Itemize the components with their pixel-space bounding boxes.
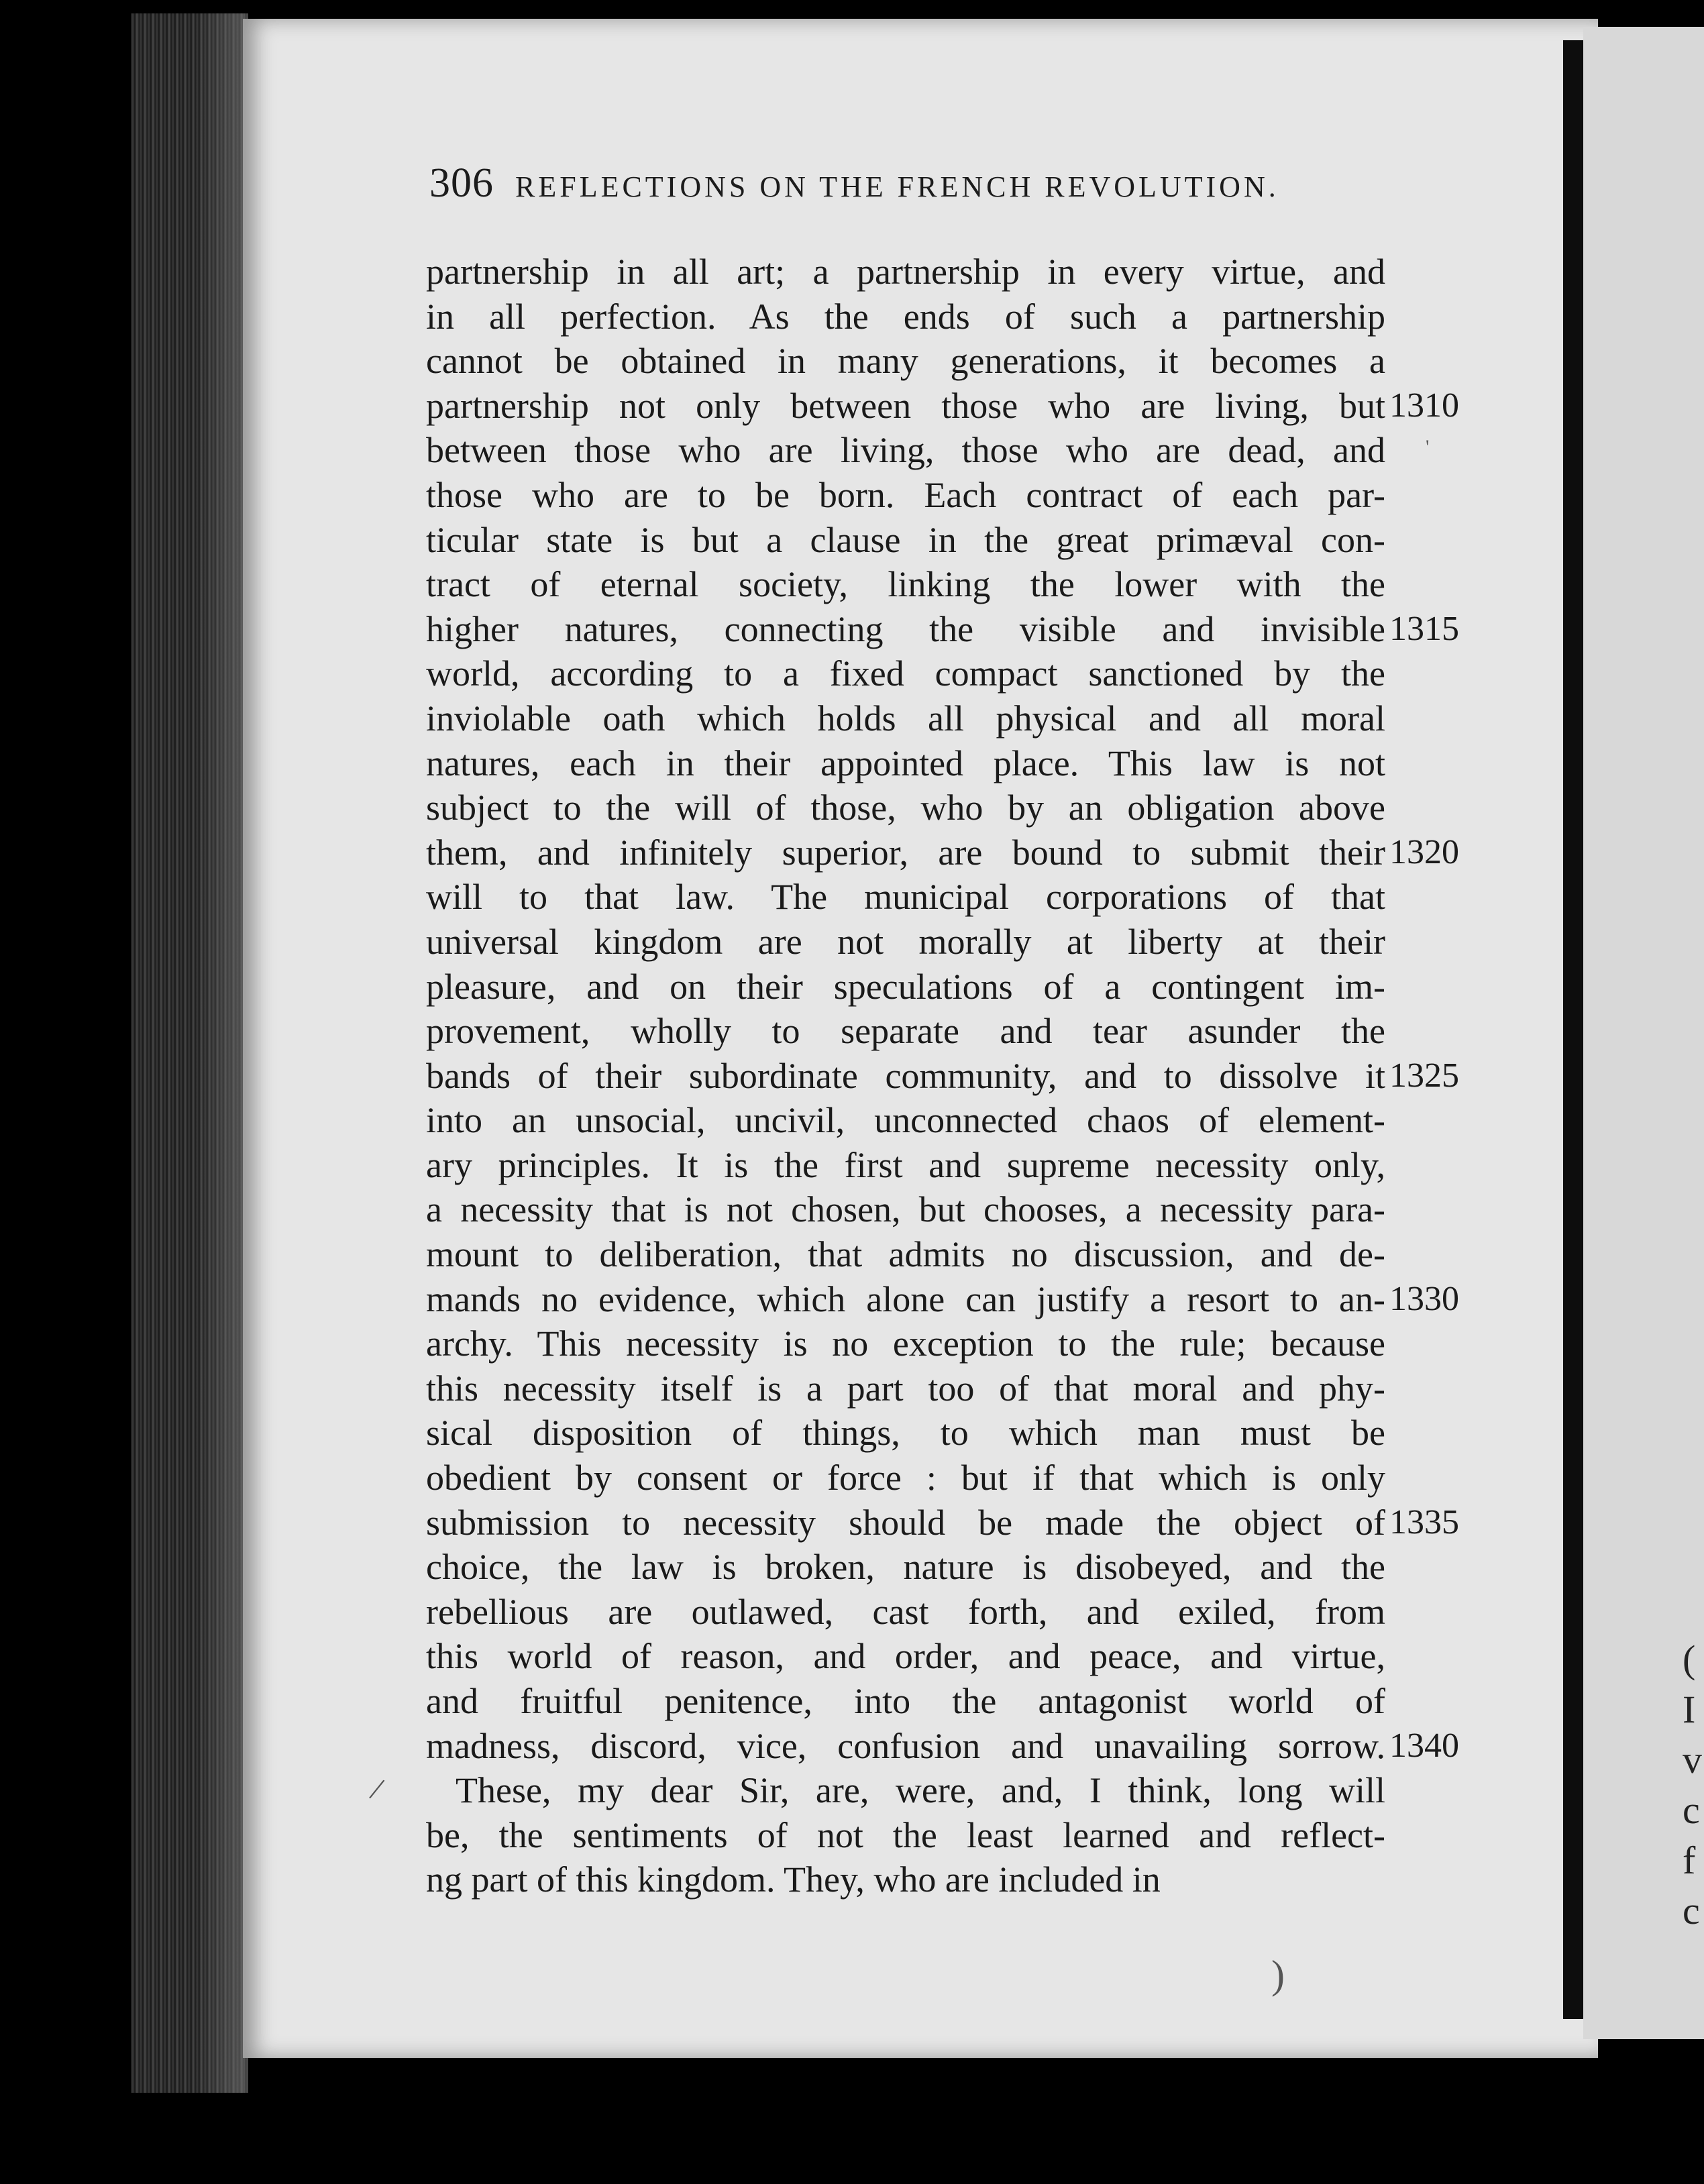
- line-number: 1310: [1389, 386, 1459, 425]
- text-line-content: subject to the will of those, who by an obligation above: [426, 787, 1385, 828]
- line-number: 1335: [1389, 1503, 1459, 1541]
- text-line: [426, 1590, 1385, 1635]
- text-line: [426, 1232, 1385, 1277]
- text-line-content: ng part of this kingdom. They, who are included in: [426, 1859, 1161, 1900]
- text-line-content: universal kingdom are not morally at liberty at their: [426, 921, 1385, 962]
- facing-page: [1583, 27, 1704, 2039]
- text-line-content: in all perfection. As the ends of such a partnership: [426, 296, 1385, 337]
- running-head: [429, 160, 1355, 207]
- text-line-content: mount to deliberation, that admits no discussion, and de-: [426, 1234, 1385, 1275]
- text-line: [426, 1456, 1385, 1500]
- text-line-content: partnership not only between those who are living, but: [426, 385, 1385, 426]
- text-line: [426, 1857, 1385, 1902]
- text-line: [426, 965, 1385, 1009]
- text-line-content: inviolable oath which holds all physical and all moral: [426, 698, 1385, 739]
- page-number: 306: [429, 160, 494, 206]
- text-line: [426, 294, 1385, 339]
- text-line-content: higher natures, connecting the visible and invisible: [426, 608, 1385, 649]
- facing-page-glyph: v: [1683, 1738, 1702, 1782]
- text-line-content: rebellious are outlawed, cast forth, and exiled, from: [426, 1591, 1385, 1632]
- text-line-content: ary principles. It is the first and supreme necessity only,: [426, 1144, 1385, 1185]
- text-line-content: and fruitful penitence, into the antagonist world of: [426, 1681, 1385, 1721]
- line-number: 1320: [1389, 832, 1459, 871]
- text-line: [426, 741, 1385, 786]
- facing-page-glyph: c: [1683, 1889, 1700, 1932]
- text-line-content: cannot be obtained in many generations, it becomes a: [426, 341, 1385, 382]
- text-line-content: archy. This necessity is no exception to the rule; because: [426, 1323, 1385, 1364]
- text-line-content: a necessity that is not chosen, but chooses, a necessity para-: [426, 1189, 1385, 1230]
- text-line-content: ticular state is but a clause in the great primæval con-: [426, 519, 1385, 560]
- text-line-content: those who are to be born. Each contract of each par-: [426, 474, 1385, 515]
- running-head-title: REFLECTIONS ON THE FRENCH REVOLUTION.: [515, 170, 1279, 203]
- text-line: [426, 384, 1459, 429]
- text-line-content: be, the sentiments of not the least learned and reflect-: [426, 1814, 1385, 1855]
- line-number: 1330: [1389, 1279, 1459, 1318]
- text-line-content: provement, wholly to separate and tear asunder the: [426, 1011, 1385, 1052]
- facing-page-glyph: (: [1683, 1637, 1696, 1681]
- text-line-content: These, my dear Sir, are, were, and, I think, long will: [456, 1770, 1385, 1811]
- text-line: [426, 1679, 1385, 1724]
- text-line: [426, 1277, 1459, 1322]
- text-line-content: submission to necessity should be made the object of: [426, 1502, 1385, 1543]
- text-line: [426, 1098, 1385, 1143]
- text-line-content: sical disposition of things, to which man must be: [426, 1413, 1385, 1454]
- text-line: [426, 785, 1385, 830]
- text-line: [426, 1634, 1385, 1679]
- text-line-content: world, according to a fixed compact sanctioned by the: [426, 653, 1385, 694]
- text-line: [426, 920, 1385, 965]
- text-line: [426, 1187, 1385, 1232]
- text-line: [426, 830, 1459, 875]
- text-line-content: choice, the law is broken, nature is disobeyed, and the: [426, 1547, 1385, 1588]
- text-line: [426, 607, 1459, 652]
- speck-mark: /: [366, 1771, 388, 1808]
- text-line-content: into an unsocial, uncivil, unconnected chaos of element-: [426, 1100, 1385, 1141]
- text-line: [426, 250, 1385, 294]
- facing-page-glyph: c: [1683, 1788, 1700, 1832]
- text-line: [426, 1545, 1385, 1590]
- binding-gutter: [1563, 40, 1583, 2019]
- text-line: [426, 562, 1385, 607]
- line-number: 1340: [1389, 1726, 1459, 1765]
- text-line: [426, 1143, 1385, 1188]
- text-line: [426, 1321, 1385, 1366]
- text-line: [426, 1813, 1385, 1858]
- text-line: [426, 651, 1385, 696]
- line-number: 1315: [1389, 609, 1459, 648]
- text-line-content: them, and infinitely superior, are bound to submit their: [426, 832, 1385, 873]
- page-edge-shadow: [195, 13, 248, 2093]
- facing-page-glyph: I: [1683, 1688, 1696, 1731]
- text-line: [426, 875, 1385, 920]
- text-line-content: between those who are living, those who are dead, and: [426, 430, 1385, 471]
- text-line: [426, 428, 1385, 473]
- text-line: [426, 1009, 1385, 1054]
- text-line: [426, 518, 1385, 563]
- facing-page-glyph: f: [1683, 1839, 1696, 1882]
- text-line-content: will to that law. The municipal corporations of that: [426, 877, 1385, 918]
- text-line-content: mands no evidence, which alone can justify a resort to an-: [426, 1278, 1385, 1319]
- text-line: [426, 339, 1385, 384]
- speck-mark: ': [1426, 436, 1430, 458]
- text-line: [426, 1500, 1459, 1545]
- text-line: [426, 1054, 1459, 1099]
- text-line: [426, 473, 1385, 518]
- speck-mark: ): [1271, 1953, 1285, 1997]
- text-line-content: bands of their subordinate community, and to dissolve it: [426, 1055, 1385, 1096]
- text-line-content: this necessity itself is a part too of that moral and phy-: [426, 1368, 1385, 1409]
- text-line-content: pleasure, and on their speculations of a contingent im-: [426, 966, 1385, 1007]
- text-line-content: tract of eternal society, linking the lower with the: [426, 564, 1385, 605]
- text-line: [426, 1724, 1459, 1769]
- text-line: [426, 1366, 1385, 1411]
- text-line-content: partnership in all art; a partnership in every virtue, and: [426, 252, 1385, 292]
- text-line: [426, 1768, 1385, 1813]
- text-line-content: this world of reason, and order, and peace, and virtue,: [426, 1636, 1385, 1677]
- line-number: 1325: [1389, 1056, 1459, 1095]
- text-line: [426, 1411, 1385, 1456]
- text-line-content: obedient by consent or force : but if that which is only: [426, 1458, 1385, 1498]
- text-line: [426, 696, 1385, 741]
- body-text: [426, 250, 1526, 1902]
- text-line-content: natures, each in their appointed place. This law is not: [426, 743, 1385, 783]
- text-line-content: madness, discord, vice, confusion and unavailing sorrow.: [426, 1725, 1385, 1766]
